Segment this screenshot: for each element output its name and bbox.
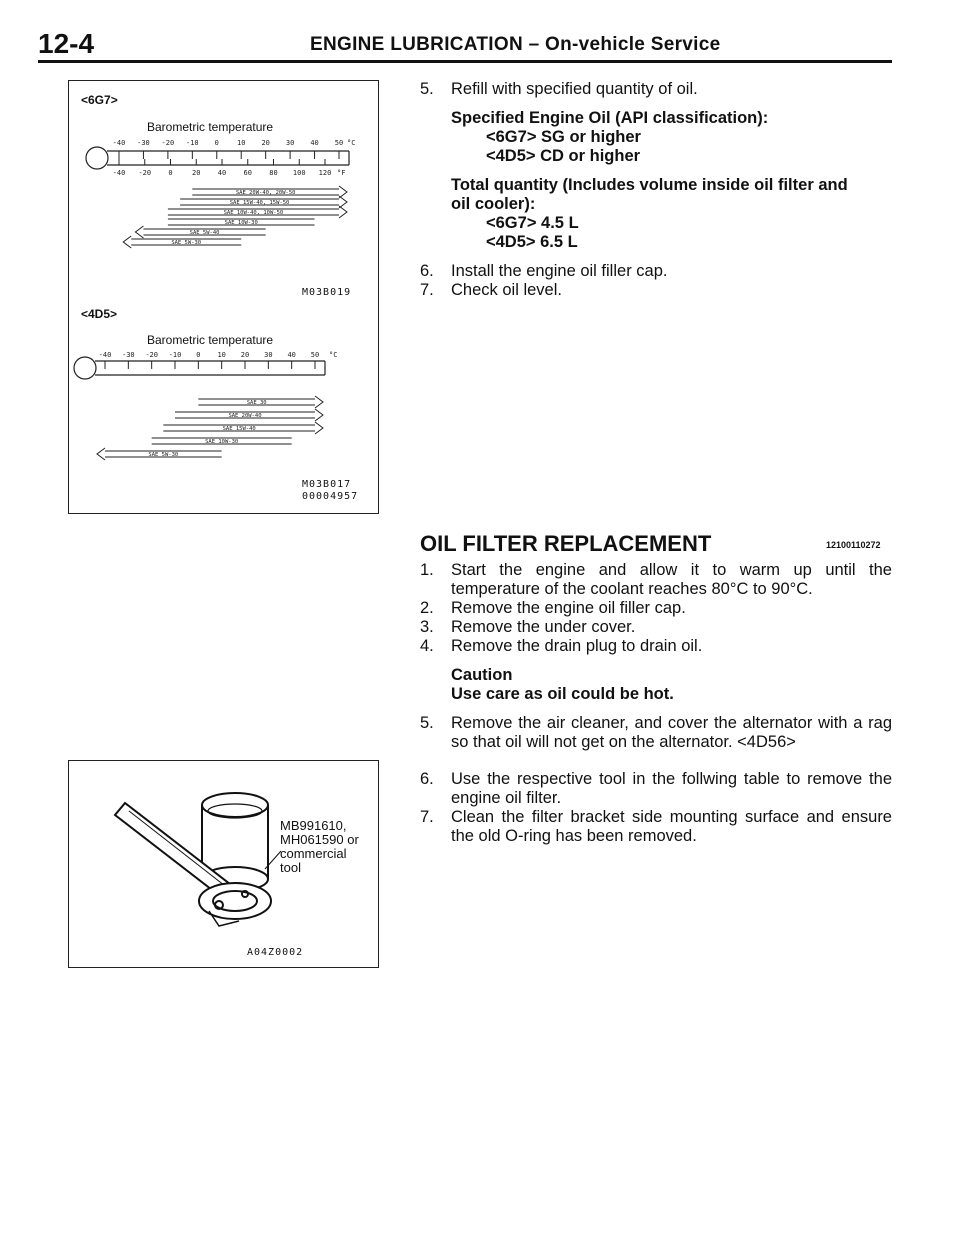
- scale-label: 100: [292, 169, 306, 177]
- scale-label: 0: [168, 169, 173, 177]
- grade-arrow-right: [315, 409, 323, 421]
- tool-note-line: commercial: [280, 846, 347, 861]
- filter-step-5: 5. Remove the air cleaner, and cover the alternator with a rag so that oil will not get on the alternator. <4D56>: [420, 714, 892, 751]
- caution-text: Use care as oil could be hot.: [451, 685, 674, 703]
- grade-arrow-right: [339, 186, 347, 198]
- oil-spec-4d5: <4D5> CD or higher: [486, 147, 641, 165]
- scale-label: 80: [269, 169, 278, 177]
- scale-label: -20: [138, 169, 152, 177]
- section-code: 12100110272: [826, 540, 881, 550]
- oil-spec-6g7: <6G7> SG or higher: [486, 128, 641, 146]
- scale-label: 30: [285, 139, 295, 147]
- tool-figure-code: A04Z0002: [247, 947, 304, 958]
- tool-note-line: tool: [280, 860, 301, 875]
- grade-label: SAE 15W-40: [222, 426, 256, 432]
- page-header: [38, 28, 892, 62]
- oil-spec-heading: Specified Engine Oil (API classification):: [451, 109, 769, 127]
- grade-arrow-right: [339, 206, 347, 218]
- filter-step-2: 2. Remove the engine oil filler cap.: [420, 599, 686, 617]
- scale-label: -10: [186, 139, 199, 147]
- grade-arrow-right: [315, 422, 323, 434]
- scale-label: -30: [137, 139, 150, 147]
- caution-heading: Caution: [451, 666, 513, 684]
- step-7: 7. Check oil level.: [420, 281, 562, 299]
- scale-unit: °C: [329, 351, 338, 359]
- scale-label: -30: [122, 351, 135, 359]
- filter-step-4: 4. Remove the drain plug to drain oil.: [420, 637, 703, 655]
- scale-label: -40: [112, 169, 126, 177]
- grade-arrow-right: [315, 396, 323, 408]
- scale-label: -20: [161, 139, 175, 147]
- quantity-4d5: <4D5> 6.5 L: [486, 233, 578, 251]
- grade-bars-6g7: [123, 186, 347, 248]
- chart-4d5-label: <4D5>: [81, 307, 118, 321]
- scale-label: -20: [145, 351, 158, 359]
- grade-label: SAE 10W-30: [224, 220, 258, 226]
- scale-label: 40: [287, 351, 296, 359]
- scale-label: 0: [196, 351, 201, 359]
- grade-label: SAE 20W-40, 20W-50: [235, 190, 296, 196]
- grade-label: SAE 20W-40: [228, 413, 262, 419]
- grade-label: SAE 10W-30: [205, 439, 239, 445]
- grade-label: SAE 10W-40, 10W-50: [223, 210, 284, 216]
- scale-label: 10: [237, 139, 246, 147]
- filter-step-7: 7. Clean the filter bracket side mounting surface and ensure the old O-ring has been removed.: [420, 808, 892, 845]
- page-title: ENGINE LUBRICATION – On-vehicle Service: [310, 34, 721, 55]
- grade-arrow-left: [123, 236, 131, 248]
- scale-label: -40: [112, 139, 126, 147]
- scale-label: -40: [98, 351, 112, 359]
- filter-steps: [420, 561, 892, 846]
- filter-step-3: 3. Remove the under cover.: [420, 618, 636, 636]
- header-rule: [38, 60, 892, 63]
- chart-6g7-label: <6G7>: [81, 93, 118, 107]
- grade-arrow-left: [97, 448, 105, 460]
- scale-label: 60: [243, 169, 252, 177]
- step-5: 5. Refill with specified quantity of oil.: [420, 80, 698, 98]
- quantity-heading: Total quantity (Includes volume inside oil filter and oil cooler):: [451, 176, 848, 213]
- scale-label: 20: [261, 139, 270, 147]
- scale-label: 40: [310, 139, 319, 147]
- grade-label: SAE 5W-30: [148, 452, 179, 458]
- scale-unit: °F: [337, 169, 346, 177]
- quantity-6g7: <6G7> 4.5 L: [486, 214, 579, 232]
- step-6: 6. Install the engine oil filler cap.: [420, 262, 668, 280]
- grade-bars-4d5: [97, 396, 323, 460]
- grade-label: SAE 30: [246, 400, 267, 406]
- scale-label: 20: [192, 169, 201, 177]
- chart-4d5-code: M03B017: [302, 479, 352, 490]
- chart-6g7-code: M03B019: [302, 287, 352, 298]
- scale-label: 40: [217, 169, 227, 177]
- scale-label: 50: [310, 351, 320, 359]
- filter-step-6: 6. Use the respective tool in the follwing table to remove the engine oil filter.: [420, 770, 892, 807]
- celsius-scale-6g7: [113, 139, 356, 159]
- grade-arrow-right: [339, 196, 347, 208]
- scale-label: 50: [334, 139, 344, 147]
- chart-4d5-code-b: 00004957: [302, 491, 359, 502]
- scale-label: 120: [318, 169, 332, 177]
- chart-4d5-caption: Barometric temperature: [147, 333, 274, 347]
- chart-6g7-caption: Barometric temperature: [147, 120, 274, 134]
- section-title: OIL FILTER REPLACEMENT: [420, 531, 712, 556]
- oil-filter-tool-figure: [68, 760, 379, 968]
- thermometer-6g7: [86, 147, 349, 169]
- grade-arrow-left: [135, 226, 143, 238]
- scale-label: 30: [264, 351, 273, 359]
- scale-label: 20: [240, 351, 250, 359]
- grade-label: SAE 15W-40, 15W-50: [229, 200, 290, 206]
- scale-label: 0: [214, 139, 219, 147]
- tool-part-numbers: [280, 819, 359, 875]
- page-number: 12-4: [38, 28, 95, 59]
- refill-steps: [420, 80, 892, 300]
- tool-note-line: MH061590 or: [280, 832, 359, 847]
- grade-label: SAE 5W-40: [189, 230, 220, 236]
- scale-label: 10: [217, 351, 226, 359]
- filter-step-1: 1. Start the engine and allow it to warm up until the temperature of the coolant reaches 80°C to 90°C.: [420, 561, 892, 598]
- fahrenheit-scale-6g7: [113, 159, 346, 177]
- celsius-scale-4d5: [99, 351, 338, 369]
- viscosity-chart-figure: [68, 80, 379, 514]
- tool-note-line: MB991610,: [280, 818, 347, 833]
- scale-unit: °C: [347, 139, 356, 147]
- grade-label: SAE 5W-30: [171, 240, 202, 246]
- scale-label: -10: [168, 351, 182, 359]
- thermometer-4d5: [74, 357, 325, 379]
